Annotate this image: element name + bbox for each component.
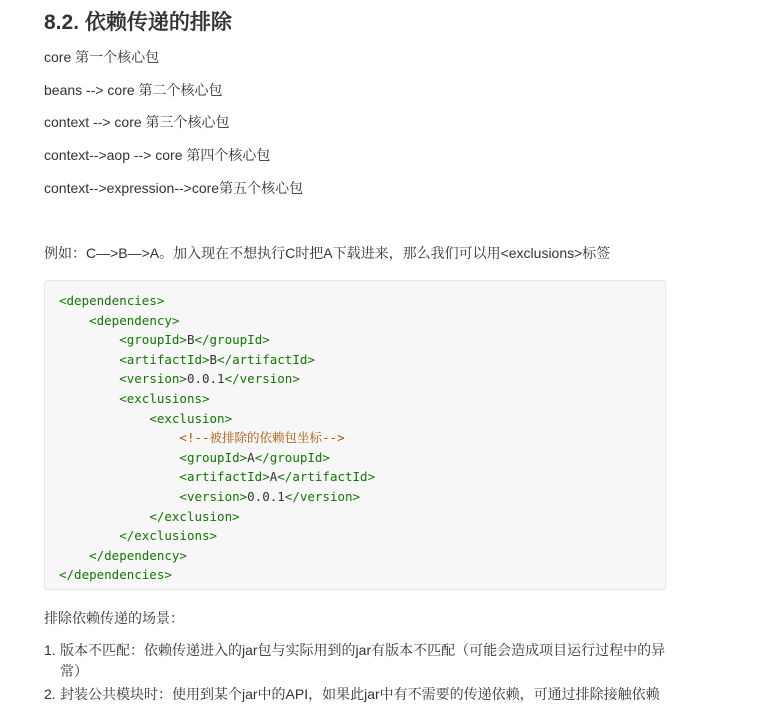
code-line: <exclusions>: [119, 391, 210, 406]
scenario-title: 排除依赖传递的场景：: [44, 610, 184, 626]
code-line: </exclusion>: [149, 508, 240, 524]
section-heading: 8.2. 依赖传递的排除: [44, 11, 232, 34]
paragraph-expression: context-->expression-->core第五个核心包: [44, 180, 304, 196]
paragraph-core: core 第一个核心包: [44, 49, 160, 65]
paragraph-aop: context-->aop --> core 第四个核心包: [44, 147, 271, 163]
code-line: <dependencies>: [59, 293, 165, 308]
list-item-number: 2.: [44, 686, 56, 702]
code-line: <exclusion>: [149, 410, 233, 426]
list-item: [44, 684, 670, 705]
paragraph-beans: beans --> core 第二个核心包: [44, 82, 223, 98]
list-item-text: 封装公共模块时：使用到某个jar中的API，如果此jar中有不需要的传递依赖，可通过排除接触依赖: [60, 686, 660, 702]
code-line: <dependency>: [89, 312, 180, 328]
code-line: <groupId>B</groupId>: [119, 332, 270, 348]
list-item: [44, 640, 670, 682]
paragraph-context: context --> core 第三个核心包: [44, 114, 230, 130]
code-line: <groupId>A</groupId>: [179, 449, 330, 465]
code-line: <artifactId>A</artifactId>: [179, 469, 376, 485]
list-item-text: 版本不匹配：依赖传递进入的jar包与实际用到的jar有版本不匹配（可能会造成项目运行过程中的异常）: [60, 642, 666, 679]
code-line: <version>0.0.1</version>: [119, 371, 300, 387]
example-paragraph: 例如：C—>B—>A。加入现在不想执行C时把A下载进来，那么我们可以用<exclusions>标签: [44, 245, 611, 261]
code-line: <!--被排除的依赖包坐标-->: [179, 430, 345, 446]
list-item-number: 1.: [44, 642, 56, 658]
code-line: </exclusions>: [119, 528, 218, 544]
code-line: <version>0.0.1</version>: [179, 489, 361, 504]
code-line: </dependency>: [89, 547, 187, 563]
code-block: [44, 280, 666, 590]
code-line: <artifactId>B</artifactId>: [119, 351, 315, 367]
code-line: </dependencies>: [59, 567, 172, 583]
